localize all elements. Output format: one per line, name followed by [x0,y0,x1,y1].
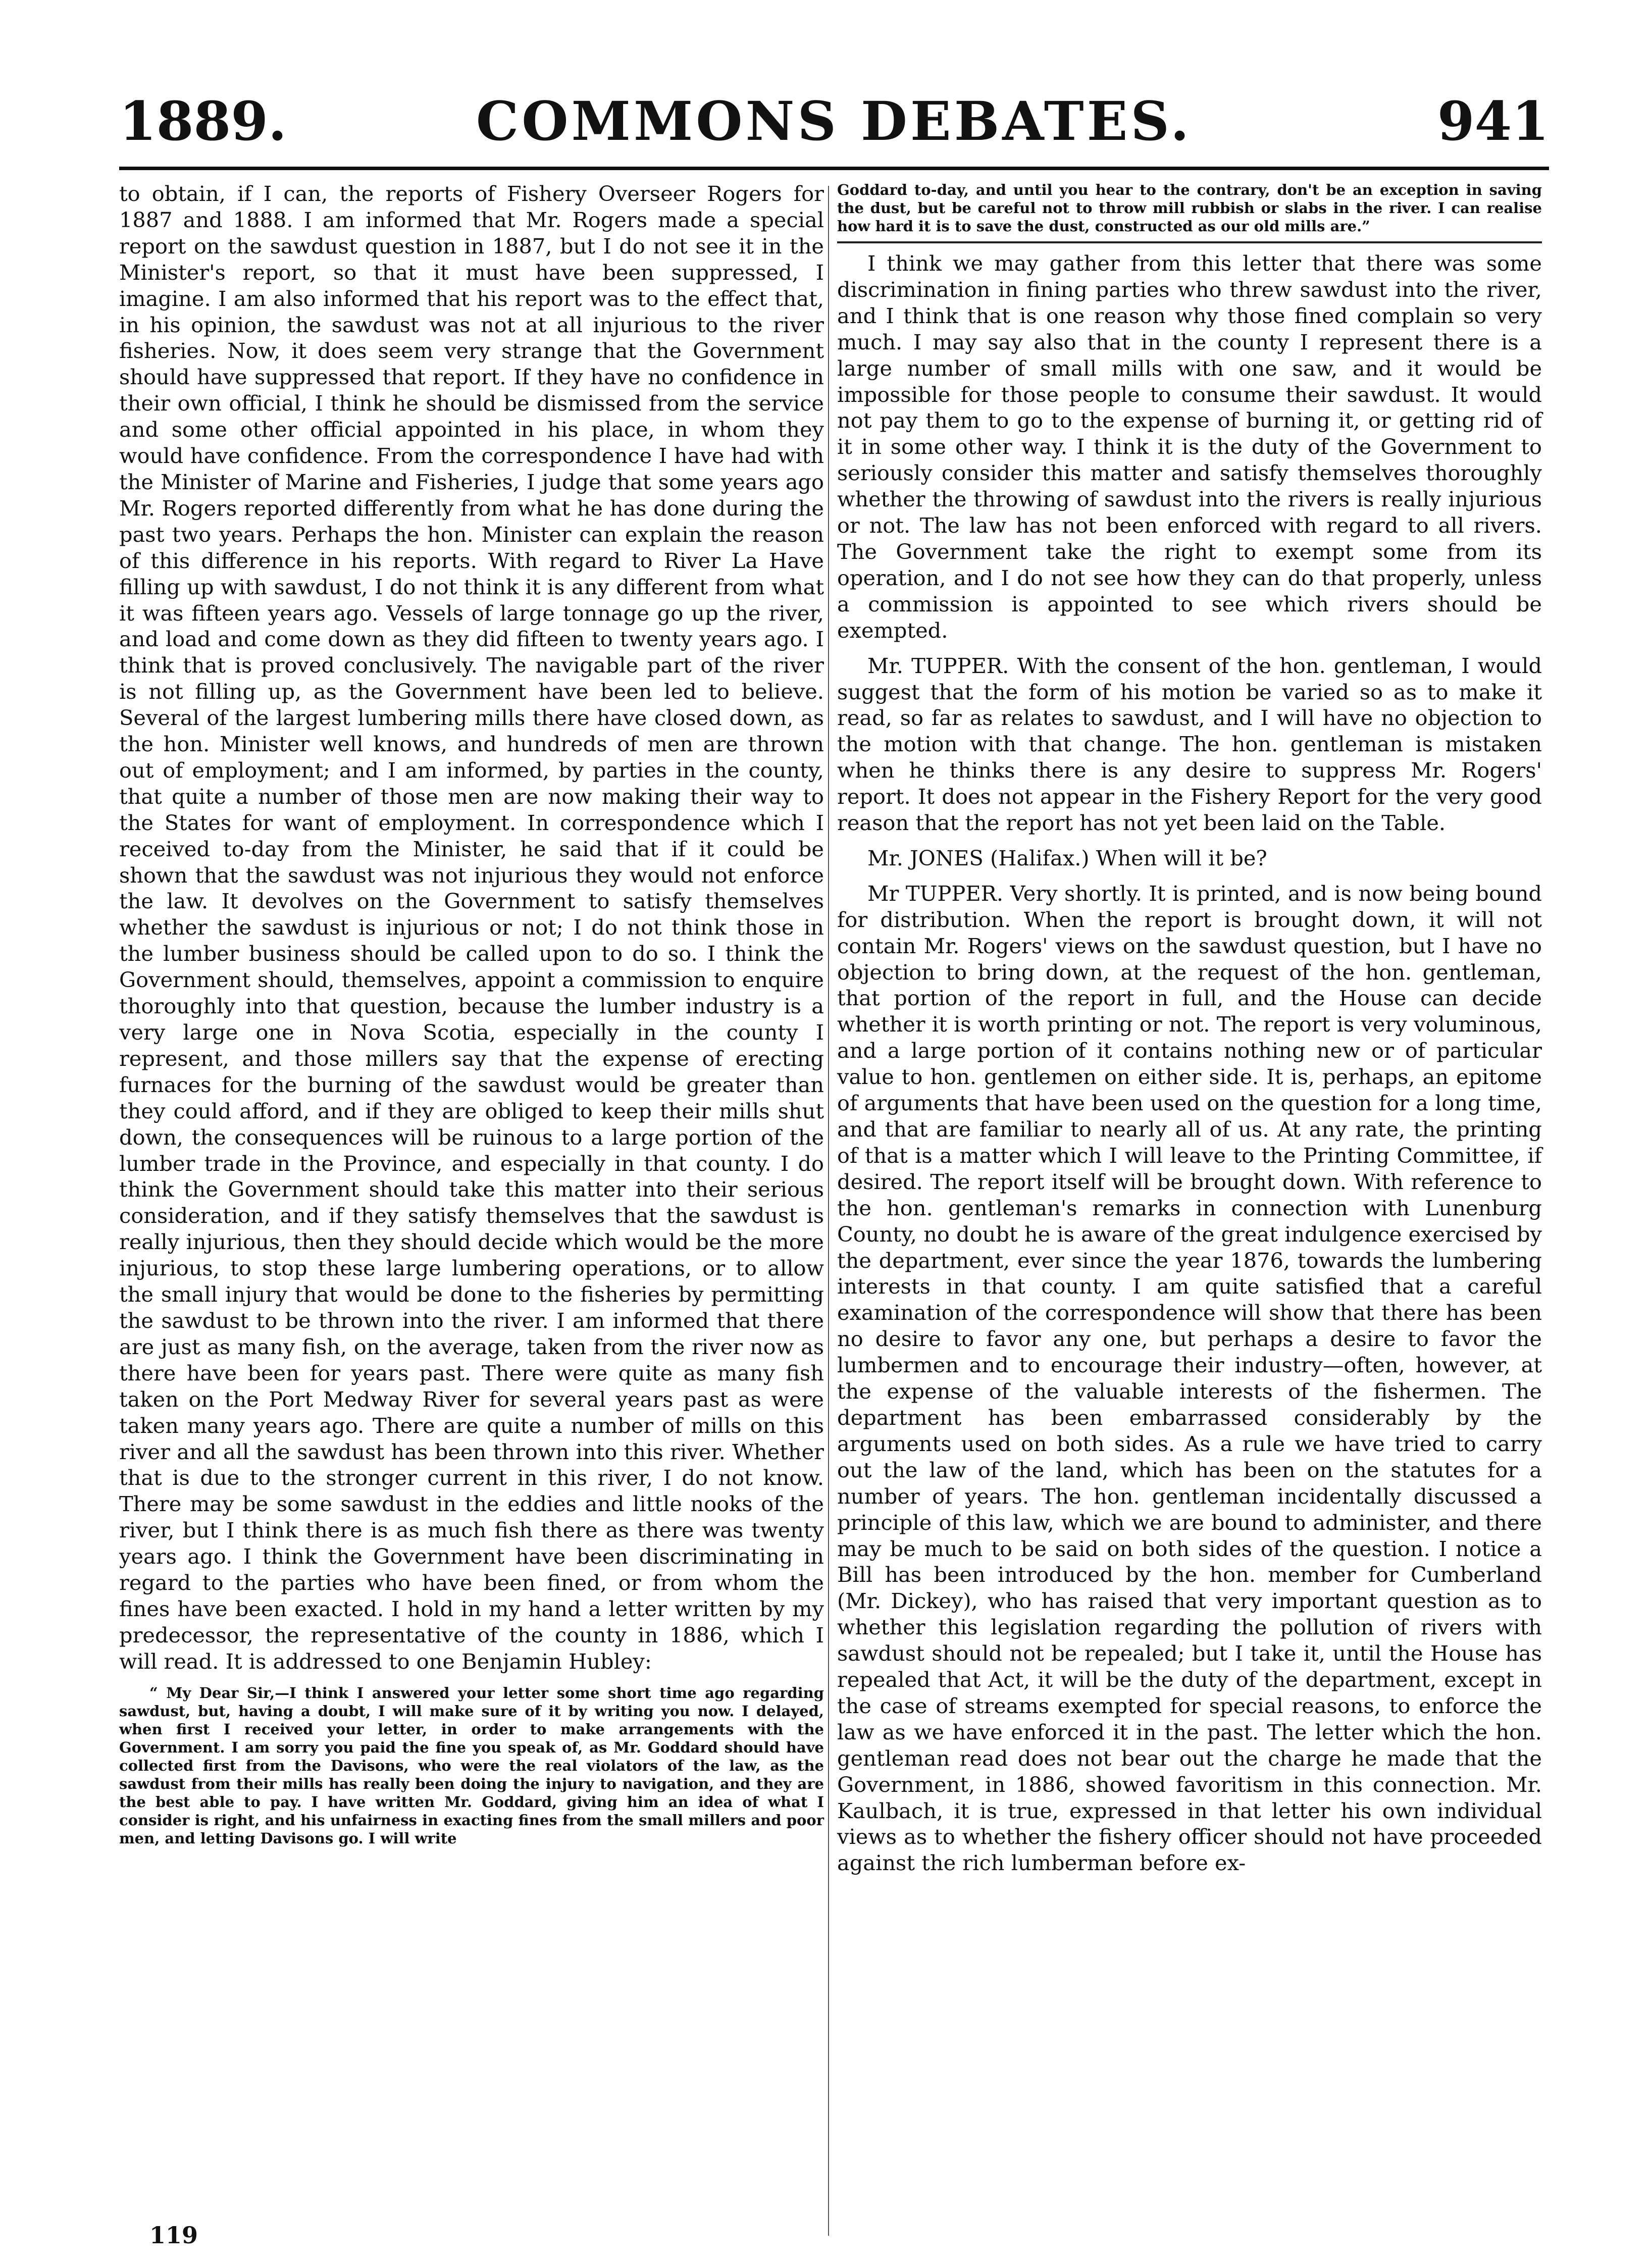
header-title: COMMONS DEBATES. [476,89,1193,152]
letter-end-rule [837,241,1542,243]
signature-number: 119 [149,2222,198,2249]
left-column [119,181,824,1847]
header-rule [119,167,1549,170]
quoted-letter: “ My Dear Sir,—I think I answered your letter some short time ago regarding sawdust, but, having a doubt, I will make sure of it by writing you now. I delayed, when first I received your letter, in order to make arrangements with the Government. I am sorry you paid the fine you speak of, as Mr. Goddard should have collected first from the Davisons, who were the real violators of the law, as the sawdust from their mills has really been doing the injury to navigation, and they are the best able to pay. I have written Mr. Goddard, giving him an idea of what I consider is right, and his unfairness in exacting fines from the small millers and poor men, and letting Davisons go. I will write [119,1684,824,1847]
left-main-text: to obtain, if I can, the reports of Fishery Overseer Rogers for 1887 and 1888. I am informed that Mr. Rogers made a special report on the sawdust question in 1887, but I do not see it in the Minister's report, so that it must have been suppressed, I imagine. I am also informed that his report was to the effect that, in his opinion, the sawdust was not at all injurious to the river fisheries. Now, it does seem very strange that the Government should have suppressed that report. If they have no confidence in their own official, I think he should be dismissed from the service and some other official appointed in his place, in whom they would have confidence. From the correspondence I have had with the Minister of Marine and Fisheries, I judge that some years ago Mr. Rogers reported differently from what he has done during the past two years. Perhaps the hon. Minister can explain the reason of this difference in his reports. With regard to River La Have filling up with sawdust, I do not think it is any different from what it was fifteen years ago. Vessels of large tonnage go up the river, and load and come down as they did fifteen to twenty years ago. I think that is proved conclusively. The navigable part of the river is not filling up, as the Government have been led to believe. Several of the largest lumbering mills there have closed down, as the hon. Minister well knows, and hundreds of men are thrown out of employment; and I am informed, by parties in the county, that quite a number of those men are now making their way to the States for want of employment. In correspondence which I received to-day from the Minister, he said that if it could be shown that the sawdust was not injurious they would not enforce the law. It devolves on the Government to satisfy themselves whether the sawdust is injurious or not; I do not think those in the lumber business should be called upon to do so. I think the Government should, themselves, appoint a commission to enquire thoroughly into that question, because the lumber industry is a very large one in Nova Scotia, especially in the county I represent, and those millers say that the expense of erecting furnaces for the burning of the sawdust would be greater than they could afford, and if they are obliged to keep their mills shut down, the consequences will be ruinous to a large portion of the lumber trade in the Province, and especially in that county. I do think the Government should take this matter into their serious consideration, and if they satisfy themselves that the sawdust is really injurious, then they should decide which would be the more injurious, to stop these large lumbering operations, or to allow the small injury that would be done to the fisheries by permitting the sawdust to be thrown into the river. I am informed that there are just as many fish, on the average, taken from the river now as there have been for years past. There were quite as many fish taken on the Port Medway River for several years past as were taken many years ago. There are quite a number of mills on this river and all the sawdust has been thrown into this river. Whether that is due to the stronger current in this river, I do not know. There may be some sawdust in the eddies and little nooks of the river, but I think there is as much fish there as there was twenty years ago. I think the Government have been discriminating in regard to the parties who have been fined, or from whom the fines have been exacted. I hold in my hand a letter written by my predecessor, the representative of the county in 1886, which I will read. It is addressed to one Benjamin Hubley: [119,181,824,1674]
speech-paragraph-1: I think we may gather from this letter that there was some discrimination in fining parties who threw sawdust into the river, and I think that is one reason why those fined complain so very much. I may say also that in the county I represent there is a large number of small mills with one saw, and it would be impossible for those people to consume their sawdust. It would not pay them to go to the expense of burning it, or getting rid of it in some other way. I think it is the duty of the Government to seriously consider this matter and satisfy themselves thoroughly whether the throwing of sawdust into the rivers is really injurious or not. The law has not been enforced with regard to all rivers. The Government take the right to exempt some from its operation, and I do not see how they can do that properly, unless a commission is appointed to see which rivers should be exempted. [837,251,1542,643]
header-page-number: 941 [1437,89,1549,152]
header-year: 1889. [119,89,287,152]
column-separator [828,186,829,2236]
speech-paragraph-tupper: Mr. TUPPER. With the consent of the hon. gentleman, I would suggest that the form of his motion be varied so as to make it read, so far as relates to sawdust, and I will have no objection to the motion with that change. The hon. gentleman is mistaken when he thinks there is any desire to suppress Mr. Rogers' report. It does not appear in the Fishery Report for the very good reason that the report has not yet been laid on the Table. [837,653,1542,836]
right-column [837,181,1542,1876]
speech-paragraph-jones: Mr. JONES (Halifax.) When will it be? [867,845,1267,870]
page-header [119,86,1549,162]
speech-paragraph-tupper-reply: Mr TUPPER. Very shortly. It is printed, and is now being bound for distribution. When the report is brought down, it will not contain Mr. Rogers' views on the sawdust question, but I have no objection to bring down, at the request of the hon. gentleman, that portion of the report in full, and the House can decide whether it is worth printing or not. The report is very voluminous, and a large portion of it contains nothing new or of particular value to hon. gentlemen on either side. It is, perhaps, an epitome of arguments that have been used on the question for a long time, and that are familiar to nearly all of us. At any rate, the printing of that is a matter which I will leave to the Printing Committee, if desired. The report itself will be brought down. With reference to the hon. gentleman's remarks in connection with Lunenburg County, no doubt he is aware of the great indulgence exercised by the department, ever since the year 1876, towards the lumbering interests in that county. I am quite satisfied that a careful examination of the correspondence will show that there has been no desire to favor any one, but perhaps a desire to favor the lumbermen and to encourage their industry—often, however, at the expense of the valuable interests of the fishermen. The department has been embarrassed considerably by the arguments used on both sides. As a rule we have tried to carry out the law of the land, which has been on the statutes for a number of years. The hon. gentleman incidentally discussed a principle of this law, which we are bound to administer, and there may be much to be said on both sides of the question. I notice a Bill has been introduced by the hon. member for Cumberland (Mr. Dickey), who has raised that very important question as to whether this legislation regarding the pollution of rivers with sawdust should not be repealed; but I take it, until the House has repealed that Act, it will be the duty of the department, except in the case of streams exempted for special reasons, to enforce the law as we have enforced it in the past. The letter which the hon. gentleman read does not bear out the charge he made that the Government, in 1886, showed favoritism in this connection. Mr. Kaulbach, it is true, expressed in that letter his own individual views as to whether the fishery officer should not have proceeded against the rich lumberman before ex- [837,881,1542,1876]
quoted-letter-continued: Goddard to-day, and until you hear to the contrary, don't be an exception in saving the dust, but be careful not to throw mill rubbish or slabs in the river. I can realise how hard it is to save the dust, constructed as our old mills are.” [837,181,1542,235]
